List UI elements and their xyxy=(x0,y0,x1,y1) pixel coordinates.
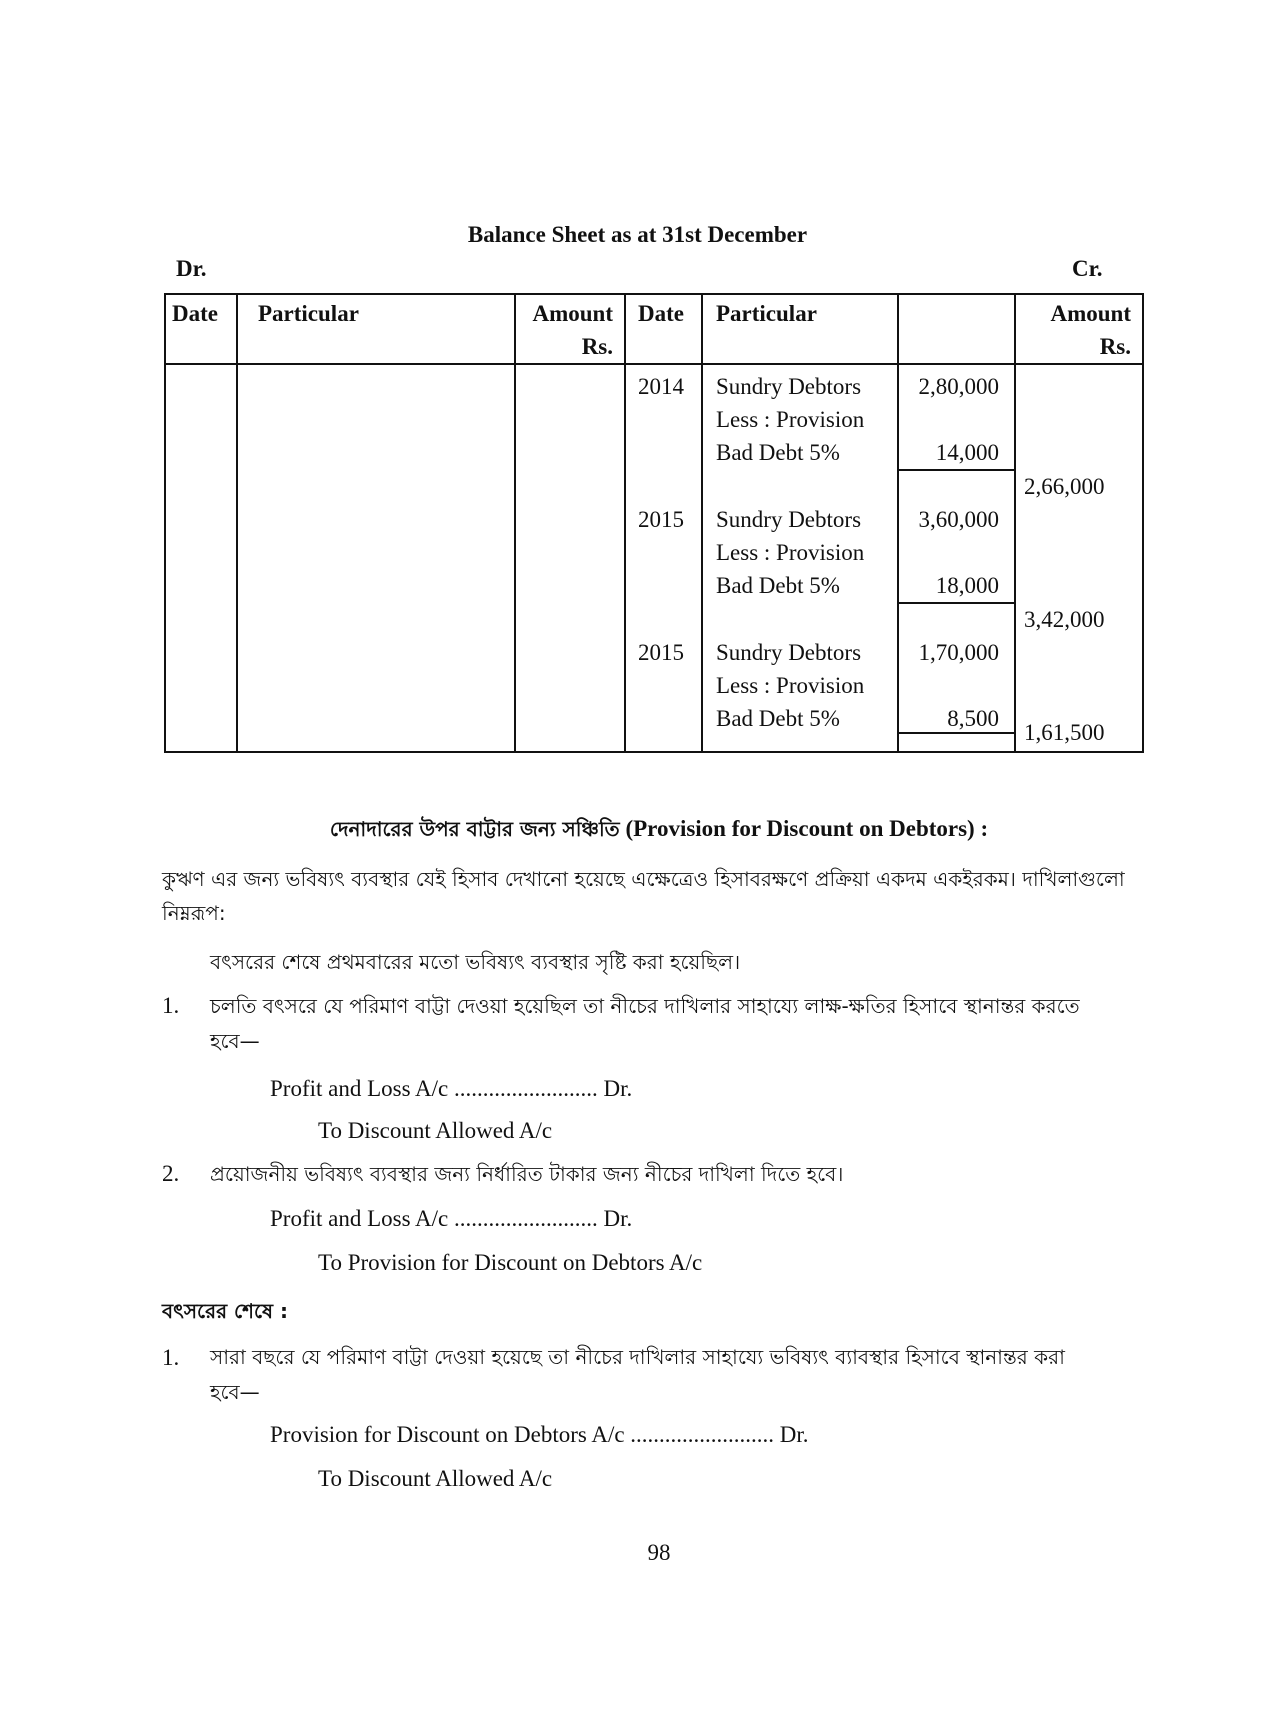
debtors-amount: 2,80,000 xyxy=(918,374,999,399)
item-text: সারা বছরে যে পরিমাণ বাট্টা দেওয়া হয়েছে তা নীচের দাখিলার সাহায্যে ভবিষ্যৎ ব্যাবস্থার হিসাবে স্থানান্তর করা xyxy=(210,1345,1065,1369)
item-number: 1. xyxy=(162,1345,180,1370)
journal-entry-debit: Profit and Loss A/c ......................... Dr. xyxy=(270,1076,633,1101)
entry-year: 2015 xyxy=(638,507,684,532)
entry-line: Bad Debt 5% xyxy=(716,706,840,731)
item-text: প্রয়োজনীয় ভবিষ্যৎ ব্যবস্থার জন্য নির্ধারিত টাকার জন্য নীচের দাখিলা দিতে হবে। xyxy=(210,1162,844,1186)
credit-label: Cr. xyxy=(1072,256,1103,281)
page-title: Balance Sheet as at 31st December xyxy=(467,222,808,247)
entry-line: Sundry Debtors xyxy=(716,507,862,532)
debit-label: Dr. xyxy=(176,256,207,281)
net-amount: 2,66,000 xyxy=(1024,474,1105,499)
header-date-left: Date xyxy=(172,301,218,326)
start-note: বৎসরের শেষে প্রথমবারের মতো ভবিষ্যৎ ব্যবস্থার সৃষ্টি করা হয়েছিল। xyxy=(210,950,741,974)
year-end-heading: বৎসরের শেষে : xyxy=(162,1299,289,1323)
provision-amount: 18,000 xyxy=(935,573,999,598)
intro-line: নিম্নরূপ: xyxy=(162,901,226,925)
item-text: চলতি বৎসরে যে পরিমাণ বাট্টা দেওয়া হয়েছিল তা নীচের দাখিলার সাহায্যে লাক্ষ-ক্ষতির হিসাবে স্থানান্তর করতে xyxy=(210,994,1080,1018)
debtors-amount: 1,70,000 xyxy=(918,640,999,665)
item-text: হবে— xyxy=(210,1380,260,1404)
page-number: 98 xyxy=(647,1540,671,1565)
entry-year: 2014 xyxy=(638,374,684,399)
entry-line: Less : Provision xyxy=(716,673,865,698)
header-amount-left-unit: Rs. xyxy=(581,334,613,359)
journal-entry-credit: To Discount Allowed A/c xyxy=(318,1118,553,1143)
net-amount: 3,42,000 xyxy=(1024,607,1105,632)
entry-line: Less : Provision xyxy=(716,540,865,565)
net-amount: 1,61,500 xyxy=(1024,720,1105,745)
subtotal-rule xyxy=(899,732,1014,734)
subtotal-rule xyxy=(899,602,1014,604)
header-particular-left: Particular xyxy=(258,301,359,326)
journal-entry-debit: Provision for Discount on Debtors A/c ......................... Dr. xyxy=(270,1422,809,1447)
journal-entry-credit: To Discount Allowed A/c xyxy=(318,1466,553,1491)
provision-amount: 8,500 xyxy=(947,706,999,731)
debtors-amount: 3,60,000 xyxy=(918,507,999,532)
entry-line: Sundry Debtors xyxy=(716,374,862,399)
entry-line: Sundry Debtors xyxy=(716,640,862,665)
subtotal-rule xyxy=(899,469,1014,471)
entry-line: Bad Debt 5% xyxy=(716,573,840,598)
header-amount-right: Amount xyxy=(1050,301,1131,326)
item-text: হবে— xyxy=(210,1029,260,1053)
intro-line: কুঋণ এর জন্য ভবিষ্যৎ ব্যবস্থার যেই হিসাব দেখানো হয়েছে এক্ষেত্রেও হিসাবরক্ষণে প্রক্রিয়া একদম একইরকম। দাখিলাগুলো xyxy=(162,867,1125,891)
entry-year: 2015 xyxy=(638,640,684,665)
header-amount-left: Amount xyxy=(532,301,613,326)
journal-entry-debit: Profit and Loss A/c ......................... Dr. xyxy=(270,1206,633,1231)
header-particular-right: Particular xyxy=(716,301,817,326)
section-heading: দেনাদারের উপর বাট্টার জন্য সঞ্চিতি (Provision for Discount on Debtors) : xyxy=(329,816,989,841)
provision-amount: 14,000 xyxy=(935,440,999,465)
header-amount-right-unit: Rs. xyxy=(1099,334,1131,359)
journal-entry-credit: To Provision for Discount on Debtors A/c xyxy=(318,1250,703,1275)
header-date-right: Date xyxy=(638,301,684,326)
header-divider xyxy=(166,363,1142,365)
balance-sheet-table xyxy=(164,293,1144,753)
entry-line: Bad Debt 5% xyxy=(716,440,840,465)
item-number: 2. xyxy=(162,1161,180,1186)
item-number: 1. xyxy=(162,993,180,1018)
entry-line: Less : Provision xyxy=(716,407,865,432)
